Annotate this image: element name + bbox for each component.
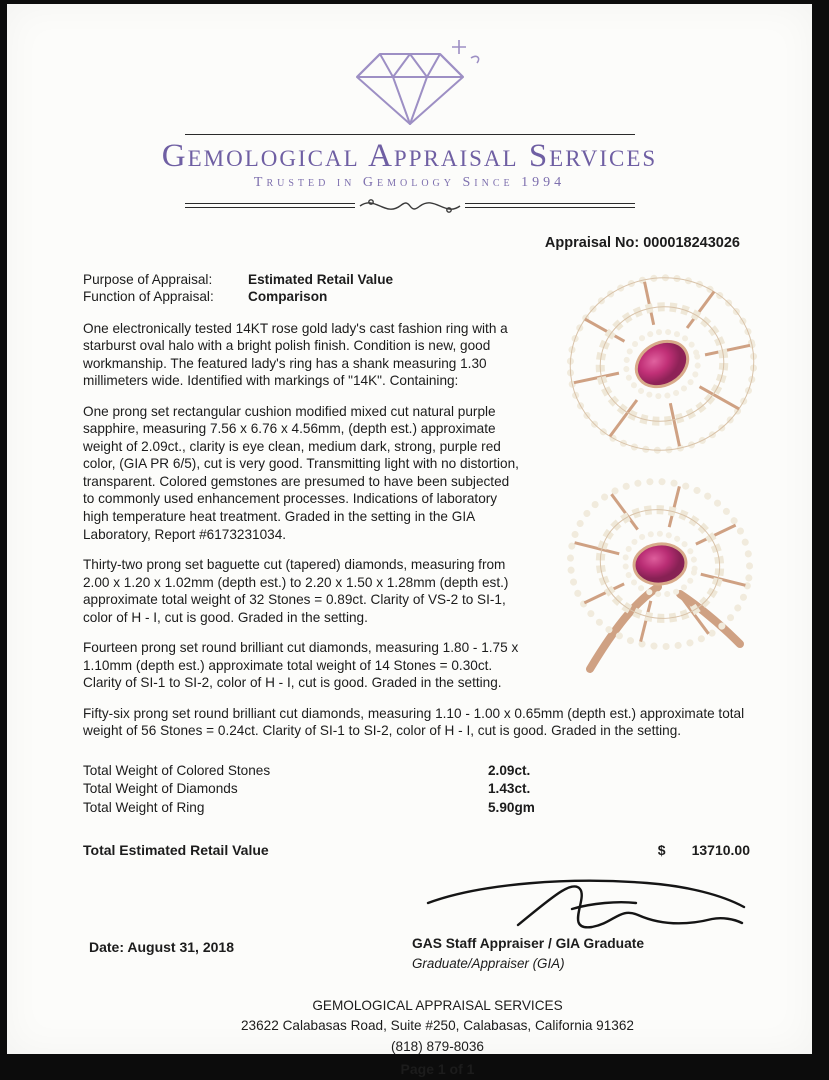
document-footer: [83, 996, 792, 1080]
ornament-rule-right: [465, 203, 635, 208]
function-row: [83, 288, 520, 306]
description-paragraph-4: Fourteen prong set round brilliant cut diamonds, measuring 1.80 - 1.75 x 1.10mm (depth est.) approximate total weight of 14 Stones = 0.30ct. Clarity of SI-1 to SI-2, color of H - I, cut is good. Graded in the setting.: [83, 640, 519, 691]
date-line: Date: August 31, 2018: [89, 938, 234, 955]
estimated-retail-value-row: [83, 841, 792, 859]
appraisal-number: Appraisal No: 000018243026: [544, 234, 740, 251]
footer-address: 23622 Calabasas Road, Suite #250, Calabasas, California 91362: [241, 1018, 634, 1034]
flourish-ornament-icon: [355, 193, 465, 219]
description-paragraph-1: One electronically tested 14KT rose gold lady's cast fashion ring with a starburst oval halo with a bright polish finish. Condition is new, good workmanship. The featured lady's ring has a shank measuring 1.30 millimeters wide. Identified with markings of "14K". Containing:: [83, 320, 508, 389]
appraiser-signature-block: [412, 873, 762, 972]
total-diamonds-row: [83, 780, 792, 798]
footer-phone: (818) 879-8036: [391, 1038, 484, 1054]
page-number: Page 1 of 1: [400, 1061, 475, 1078]
amount: 13710.00: [691, 841, 750, 858]
signature-and-date-row: [83, 873, 792, 972]
signature-image: [422, 873, 752, 939]
function-label: Function of Appraisal:: [83, 289, 214, 305]
weight-totals: [83, 762, 792, 817]
total-ring-weight-value: 5.90gm: [488, 799, 535, 815]
company-title: Gemological Appraisal Services: [161, 138, 658, 174]
appraiser-title: GAS Staff Appraiser / GIA Graduate: [412, 935, 645, 951]
total-diamonds-value: 1.43ct.: [488, 781, 531, 797]
currency-symbol: $: [657, 841, 666, 858]
total-colored-stones-label: Total Weight of Colored Stones: [83, 762, 271, 778]
function-value: Comparison: [248, 289, 328, 305]
description-paragraph-5: Fifty-six prong set round brilliant cut diamonds, measuring 1.10 - 1.00 x 0.65mm (depth est.) approximate total weight of 56 Stones = 0.24ct. Clarity of SI-1 to SI-2, color of H - I, cut is good. Graded in the setting.: [83, 705, 745, 739]
ornament-rule-left: [185, 203, 355, 208]
estimated-retail-value-label: Total Estimated Retail Value: [83, 841, 269, 858]
diamond-logo-icon: [335, 32, 485, 132]
letterhead: [7, 4, 812, 219]
total-colored-stones-row: [83, 762, 792, 780]
description-paragraph-2: One prong set rectangular cushion modified mixed cut natural purple sapphire, measuring 7.56 x 6.76 x 4.56mm, (depth est.) approximate weight of 2.09ct., clarity is eye clean, medium dark, strong, purple red color, (GIA PR 6/5), cut is very good. Transmitting light with no distortion, transparent. Colored gemstones are presumed to have been subjected to commonly used enhancement processes. Indications of laboratory high temperature heat treatment. Graded in the setting in the GIA Laboratory, Report #6173231034.: [83, 403, 519, 542]
purpose-value: Estimated Retail Value: [248, 271, 394, 287]
appraiser-subtitle: Graduate/Appraiser (GIA): [412, 955, 565, 971]
ring-photo-top: [530, 265, 788, 463]
description-paragraph-3: Thirty-two prong set baguette cut (tapered) diamonds, measuring from 2.00 x 1.20 x 1.02mm (depth est.) to 2.20 x 1.50 x 1.28mm (depth est.) approximate total weight of 32 Stones = 0.89ct. Clarity of VS-2 to SI-1, color of H - I, cut is good. Graded in the setting.: [83, 557, 509, 625]
purpose-label: Purpose of Appraisal:: [83, 271, 213, 287]
total-colored-stones-value: 2.09ct.: [488, 762, 531, 778]
total-ring-weight-row: [83, 799, 792, 817]
ring-photos: [530, 265, 792, 684]
ring-photo-bottom: [530, 469, 788, 684]
header-rule-top: [185, 134, 635, 135]
estimated-retail-value-amount: [658, 841, 792, 859]
total-ring-weight-label: Total Weight of Ring: [83, 799, 205, 815]
company-tagline: Trusted in Gemology Since 1994: [253, 174, 566, 190]
total-diamonds-label: Total Weight of Diamonds: [83, 781, 238, 797]
purpose-row: [83, 271, 520, 289]
document-page: [7, 4, 812, 1078]
header-ornament-row: [185, 193, 635, 219]
footer-company: GEMOLOGICAL APPRAISAL SERVICES: [312, 998, 563, 1014]
appraisal-body: [7, 251, 812, 1080]
